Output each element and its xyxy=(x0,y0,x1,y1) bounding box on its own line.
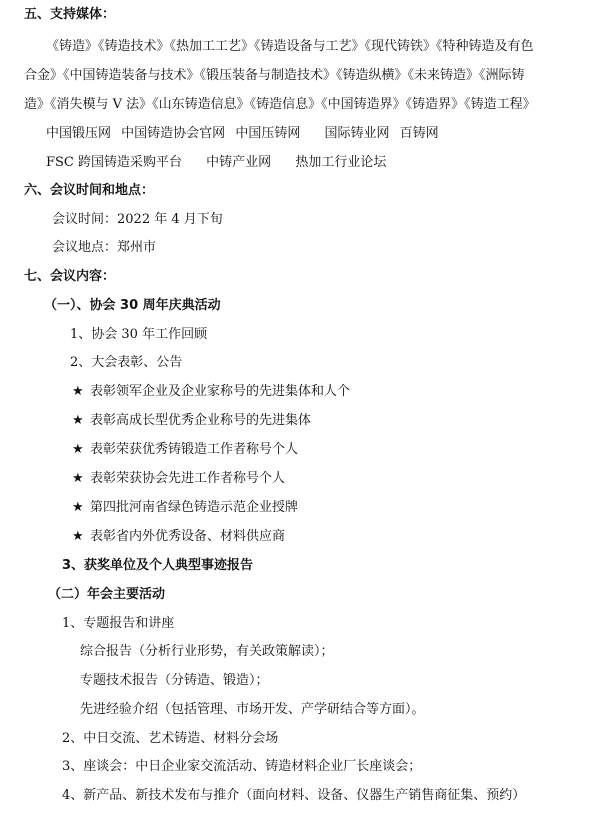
section7-heading: 七、会议内容： xyxy=(24,269,116,284)
award-text: 表彰荣获协会先进工作者称号个人 xyxy=(90,471,286,486)
award-item xyxy=(72,441,298,459)
star-bullet-icon: ★ xyxy=(72,471,84,486)
website-item: 中国压铸网 xyxy=(235,126,301,141)
award-text: 表彰高成长型优秀企业称号的先进集体 xyxy=(90,413,312,428)
part1-item-3: 3、获奖单位及个人典型事迹报告 xyxy=(62,558,254,573)
award-text: 表彰领军企业及企业家称号的先进集体和人个 xyxy=(90,384,351,399)
part2-item-4: 4、新产品、新技术发布与推介（面向材料、设备、仪器生产销售商征集、预约） xyxy=(62,788,526,803)
media-line-2: 合金》《中国铸造装备与技术》《锻压装备与制造技术》《铸造纵横》《未来铸造》《洲际铸 xyxy=(24,68,525,83)
part1-title: （一）、协会 30 周年庆典活动 xyxy=(44,298,221,313)
award-text: 表彰省内外优秀设备、材料供应商 xyxy=(90,529,286,544)
part2-item-1: 1、专题报告和讲座 xyxy=(62,616,175,631)
website-item: 热加工行业论坛 xyxy=(295,155,387,170)
meeting-place: 会议地点：郑州市 xyxy=(52,240,157,255)
section5-heading: 五、支持媒体： xyxy=(24,7,116,22)
meeting-time: 会议时间：2022 年 4 月下旬 xyxy=(52,212,223,227)
award-item xyxy=(72,499,298,517)
part2-item-3: 3、座谈会：中日企业家交流活动、铸造材料企业厂长座谈会； xyxy=(62,759,422,774)
part1-item-1: 1、协会 30 年工作回顾 xyxy=(70,327,208,342)
star-bullet-icon: ★ xyxy=(72,500,84,515)
website-row-2 xyxy=(46,154,392,172)
website-item: FSC 跨国铸造采购平台 xyxy=(46,155,183,170)
part2-sub-2: 专题技术报告（分铸造、锻造）； xyxy=(80,673,269,688)
part2-title: （二）年会主要活动 xyxy=(48,587,166,602)
website-item: 国际铸业网 xyxy=(324,126,390,141)
part2-item-2: 2、中日交流、艺术铸造、材料分会场 xyxy=(62,731,279,746)
award-item xyxy=(72,470,285,488)
website-item: 中国锻压网 xyxy=(46,126,112,141)
star-bullet-icon: ★ xyxy=(72,413,84,428)
media-line-3: 造》《消失模与 V 法》《山东铸造信息》《铸造信息》《中国铸造界》《铸造界》《铸造工程》 xyxy=(24,97,536,112)
website-item: 中国铸造协会官网 xyxy=(121,126,226,141)
award-item xyxy=(72,383,350,401)
media-line-1: 《铸造》《铸造技术》《热加工工艺》《铸造设备与工艺》《现代铸铁》《特种铸造及有色 xyxy=(46,39,534,54)
part2-sub-1: 综合报告（分析行业形势，有关政策解读）； xyxy=(80,644,334,659)
award-text: 表彰荣获优秀铸锻造工作者称号个人 xyxy=(90,442,299,457)
award-text: 第四批河南省绿色铸造示范企业授牌 xyxy=(90,500,299,515)
star-bullet-icon: ★ xyxy=(72,442,84,457)
website-item: 中铸产业网 xyxy=(206,155,272,170)
star-bullet-icon: ★ xyxy=(72,384,84,399)
star-bullet-icon: ★ xyxy=(72,529,84,544)
part1-item-2: 2、大会表彰、公告 xyxy=(70,355,183,370)
part2-sub-3: 先进经验介绍（包括管理、市场开发、产学研结合等方面）。 xyxy=(80,702,425,717)
website-row-1 xyxy=(46,125,445,143)
website-item: 百铸网 xyxy=(399,126,439,141)
section6-heading: 六、会议时间和地点： xyxy=(24,183,155,198)
award-item xyxy=(72,528,285,546)
award-item xyxy=(72,412,311,430)
